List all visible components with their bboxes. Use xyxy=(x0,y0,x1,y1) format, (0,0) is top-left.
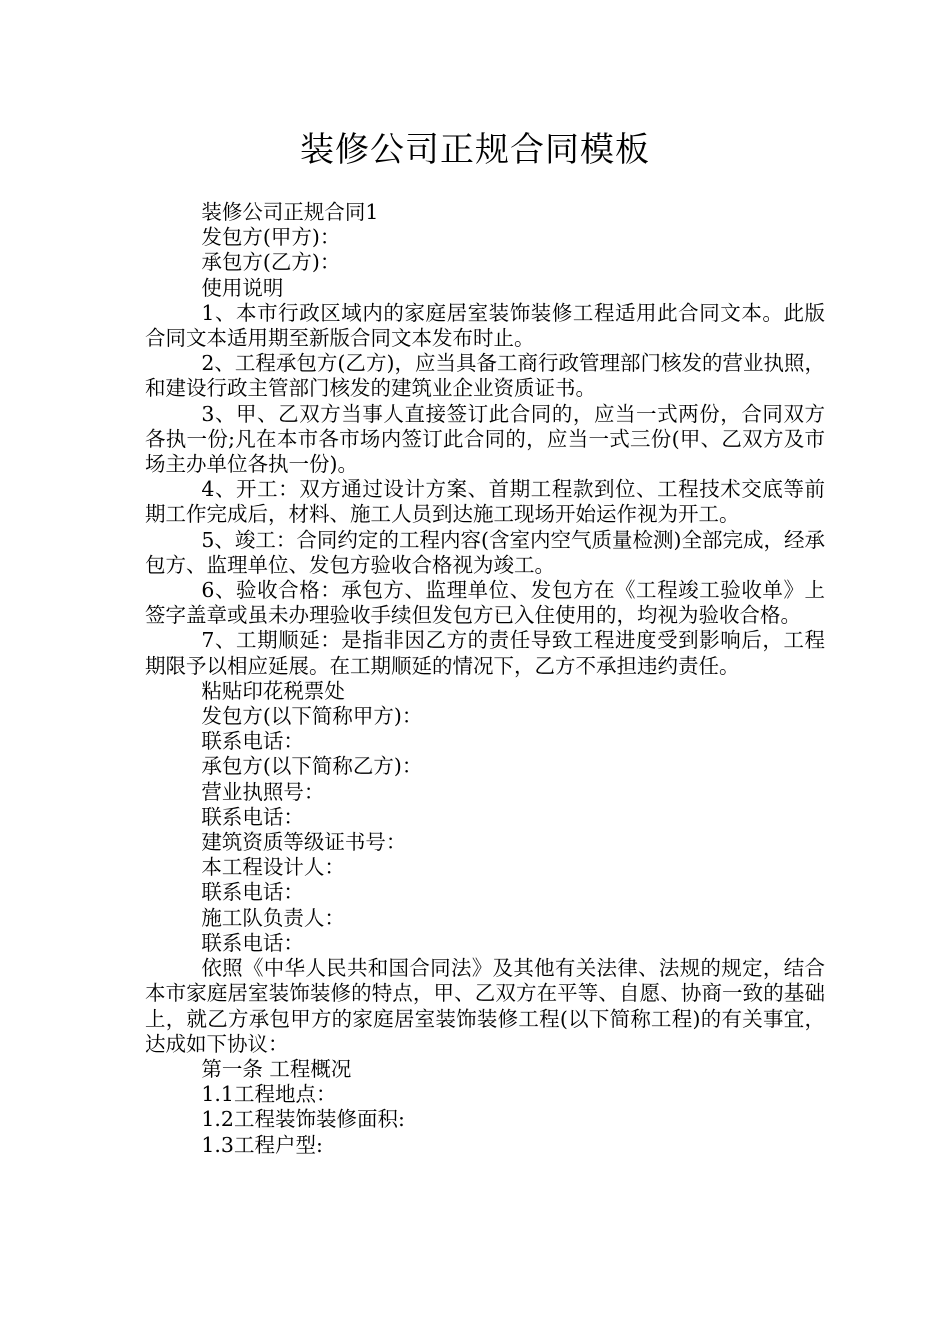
document-body xyxy=(145,200,825,1158)
clause-1-3: 1.3工程户型: xyxy=(201,1132,323,1157)
document-title: 装修公司正规合同模板 xyxy=(300,130,650,170)
contract-heading: 装修公司正规合同1 xyxy=(201,200,379,224)
usage-note-1: 1、本市行政区域内的家庭居室装饰装修工程适用此合同文本。此版合同文本适用期至新版合同文本发布时止。 xyxy=(145,300,825,351)
business-license-field: 营业执照号： xyxy=(201,779,325,804)
stamp-tax-area: 粘贴印花税票处 xyxy=(201,678,345,703)
party-a-field: 发包方(以下简称甲方)： xyxy=(201,704,423,729)
usage-notes-heading: 使用说明 xyxy=(201,275,284,300)
clause-1-1: 1.1工程地点： xyxy=(201,1082,337,1107)
usage-note-3: 3、甲、乙双方当事人直接签订此合同的，应当一式两份，合同双方各执一份;凡在本市各市场内签订此合同的，应当一式三份(甲、乙双方及市场主办单位各执一份)。 xyxy=(145,401,825,477)
party-a-phone-field: 联系电话： xyxy=(201,729,304,754)
usage-note-2: 2、工程承包方(乙方)，应当具备工商行政管理部门核发的营业执照，和建设行政主管部门核发的建筑业企业资质证书。 xyxy=(145,351,825,401)
usage-note-6: 6、验收合格：承包方、监理单位、发包方在《工程竣工验收单》上签字盖章或虽未办理验收手续但发包方已入住使用的，均视为验收合格。 xyxy=(145,578,825,628)
clause-1-2: 1.2工程装饰装修面积: xyxy=(201,1107,405,1132)
party-b-field: 承包方(以下简称乙方)： xyxy=(201,754,423,779)
party-a-line: 发包方(甲方)： xyxy=(201,225,341,250)
party-b-phone-field: 联系电话： xyxy=(201,804,304,829)
party-b-line: 承包方(乙方)： xyxy=(201,250,341,275)
qualification-cert-field: 建筑资质等级证书号： xyxy=(201,830,407,855)
crew-leader-field: 施工队负责人： xyxy=(201,905,345,930)
article-1-heading: 第一条 工程概况 xyxy=(201,1056,352,1081)
designer-field: 本工程设计人： xyxy=(201,855,345,880)
usage-note-4: 4、开工：双方通过设计方案、首期工程款到位、工程技术交底等前期工作完成后，材料、施工人员到达施工现场开始运作视为开工。 xyxy=(145,477,825,527)
crew-leader-phone-field: 联系电话： xyxy=(201,930,304,955)
usage-note-5: 5、竣工：合同约定的工程内容(含室内空气质量检测)全部完成，经承包方、监理单位、发包方验收合格视为竣工。 xyxy=(145,527,825,577)
usage-note-7: 7、工期顺延：是指非因乙方的责任导致工程进度受到影响后，工程期限予以相应延展。在工期顺延的情况下，乙方不承担违约责任。 xyxy=(145,628,825,678)
designer-phone-field: 联系电话： xyxy=(201,880,304,905)
agreement-preamble: 依照《中华人民共和国合同法》及其他有关法律、法规的规定，结合本市家庭居室装饰装修的特点，甲、乙双方在平等、自愿、协商一致的基础上，就乙方承包甲方的家庭居室装饰装修工程(以下简称工程)的有关事宜，达成如下协议： xyxy=(145,956,825,1056)
